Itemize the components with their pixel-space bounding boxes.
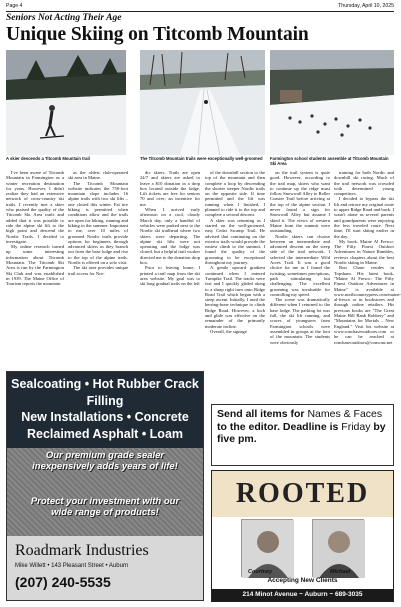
article-column-3 [140, 170, 200, 367]
rooted-logo: ROOTED [235, 478, 370, 509]
notice-names: Names & Faces [307, 408, 383, 420]
submission-notice [211, 404, 394, 466]
page-header [6, 3, 394, 11]
staff-photos [212, 517, 393, 579]
photo-caption: Farmington school students assemble at Titcomb Mountain Ski Area [270, 156, 389, 166]
ad-slogan: Protect your investment with our wide range of products! [30, 496, 180, 518]
page-number: Page 4 [6, 3, 23, 9]
article-column-1 [6, 170, 64, 367]
staff-name: Courtney [248, 569, 273, 575]
ad-services [7, 372, 203, 448]
paragraph: I've been aware of Titcomb Mountain in Farmington as a winter recreation destination for years. However, I didn't realize they had an extensive network of cross-country ski trails. I recently met a skier who praised the quality of the Titcomb Ski Area trails and added that it was possible to ride the alpine ski lift to the high point and descend the Nordic Trails. I decided to investigate. [6, 170, 64, 244]
paragraph: My book, Maine Al Fresco: The Fifty Finest Outdoor Adventures in Nature Rambles, reviews chapters about the best Nordic skiing in Maine. [334, 238, 394, 266]
notice-text: Send all items for [217, 408, 308, 420]
staff-name: Michael [330, 569, 351, 575]
article-column-2 [68, 170, 128, 367]
paragraph: A skier was returning as I started on the well-groomed, easy Cedar Swamp Trail. He advised that continuing on the exterior trails would provide the easiest climb to the summit. I found the quality of the grooming to be exceptional throughout my journey. [205, 217, 265, 266]
paragraph: A gentle upward gradient continued when I entered Turnpike Trail. The tracks were fast and I quickly glided along to a sharp right turn onto Ridge Road Trail which began with a steep ascent. Initially, I used the herring-bone technique to climb Ridge Road. However, a kick and glide was effective on the remainder of the primarily moderate incline. [205, 265, 265, 329]
business-address: Mike Willett • 143 Pleasant Street • Auburn [15, 563, 129, 569]
skier-photo [6, 50, 126, 155]
photo-caption: A skier descends a Titcomb Mountain trail [6, 156, 90, 161]
paragraph: Overall, the signage [210, 328, 247, 334]
business-address: 214 Minot Avenue ~ Auburn ~ 689-3035 [212, 589, 393, 601]
groomed-trail-photo [140, 50, 265, 155]
header-rule [6, 11, 394, 12]
paragraph: on the trail system is quite good. However, according to the trail map, skiers who want to continue up the ridge must follow Snowwall Alley to Roller Coaster Trail before arriving at the top of the alpine section. I never found a sign for Snowwall Alley but assume I skied it. The views of western Maine from the summit were outstanding. [270, 170, 330, 234]
notice-text: to the editor. Deadline is [217, 420, 342, 433]
paragraph: dic skiers. Trails are open 24/7 and skiers are asked to leave a $10 donation in a drop box located outside the lodge. Lift tickets are free for seniors 70 and over; an incentive for me. [140, 170, 200, 207]
paragraph: training for both Nordic and downhill ski racing. Much of the trail network was crowded with determined young competitors. [334, 170, 394, 197]
paragraph: I decided to bypass the ski lift and retrace my original route to upper Ridge Road and back. I wasn't alone as several parents and grandparents were enjoying the less traveled route. Next time, I'll start skiing earlier in the day. [334, 196, 394, 239]
ad-service-line: Sealcoating • Hot Rubber Crack Filling [11, 377, 199, 408]
asphalt-image [7, 448, 203, 536]
article-column-5 [270, 170, 330, 400]
photo-caption: The Titcomb Mountain trails were exceptionally well-groomed [140, 156, 263, 161]
paragraph: My online research turned up some interesting information about Titcomb Mountain. The Titcomb Ski Area is run by the Farmington Ski Club and was established in 1939. The Maine Office of Tourism reports the mountain [6, 244, 64, 287]
accepting-clients: Accepting New Clients [267, 577, 338, 584]
issue-date: Thursday, April 10, 2025 [338, 3, 394, 9]
rooted-banner [212, 471, 393, 517]
business-name: Roadmark Industries [15, 542, 149, 559]
paragraph: as the oldest club-operated ski area in Maine. [68, 170, 128, 181]
paragraph: Nordic skiers can choose between an intermediate and advanced descent on the steep side of the trail network. I selected the intermediate Wild Acres Trail. It was a good choice for me as I found the twisting, sometimes precipitous, path stimulating but challenging. The excellent grooming was invaluable for controlling my speed. [270, 233, 330, 297]
paragraph: of the downhill section to the top of the mountain and then complete a loop by descending the shorter steeper Nordic trails on the opposite side. If time permitted and the lift was running when I finished, I planned to ride it to the top and complete a second descent. [205, 170, 265, 218]
paragraph: The ski area provides unique trail access for Nor- [68, 265, 128, 276]
paragraph: When I arrived early afternoon on a cool, cloudy March day, only a handful of vehicles were parked next to the Nordic ski trailhead where two skiers were departing. The alpine ski lifts were not operating and the lodge was closed, but a helpful trail worker directed me to the donation drop box. [140, 207, 200, 266]
article-column-6 [334, 170, 401, 400]
article-column-4 [205, 170, 265, 400]
ad-service-line: Reclaimed Asphalt • Loam [26, 426, 184, 441]
notice-text: by five pm. [217, 420, 386, 445]
paragraph: Prior to leaving home, I printed a trail map from the ski area website. My goal was to ski long gradual trails on the left [140, 265, 200, 287]
roadmark-ad [6, 371, 204, 601]
business-phone: (207) 240-5535 [15, 574, 111, 590]
paragraph: The Titcomb Mountain website indicates the 750-foot mountain slope includes 16 alpine trails with two ski lifts – one closed this winter. Fat tire biking is permitted when conditions allow and the trails are open for hiking, running and biking in the summer. Important to me, over 10 miles of groomed Nordic trails provide options for beginners through advanced skiers as they branch out from the base lodge and rise to the top of the alpine trails. Nordic is offered on a solo visit. [68, 180, 128, 266]
ad-slogan: Our premium grade sealer inexpensively adds years of life! [32, 450, 178, 472]
rooted-ad [211, 470, 394, 602]
paragraph: The scene was dramatically different when I returned to the base lodge. The parking lot was full, the ski lift running, and scores of youngsters from Farmington schools were assembled in groups at the foot of the mountain. The students were obviously [270, 297, 330, 345]
notice-deadline: Friday [341, 420, 371, 433]
article-headline: Unique Skiing on Titcomb Mountain [6, 24, 309, 45]
paragraph: Ron Chase resides in Topsham. His latest book, "Maine Al Fresco: The Fifty Finest Outdoor Adventures in Maine" is available at www.northcountrypress.com/maine-al-fresco or in bookstores and through online retailers. His previous books are "The Great Maine Hill Bank Robbery" and "Mountains for Mortals – New England." Visit his website at www.ronchaseoutdoors.com or he can be reached at ronchaseoutdoors@comcast.net [334, 265, 401, 345]
students-photo [270, 50, 394, 155]
section-title: Seniors Not Acting Their Age [6, 13, 122, 23]
ad-contact [7, 536, 203, 600]
ad-service-line: New Installations • Concrete [21, 410, 189, 424]
